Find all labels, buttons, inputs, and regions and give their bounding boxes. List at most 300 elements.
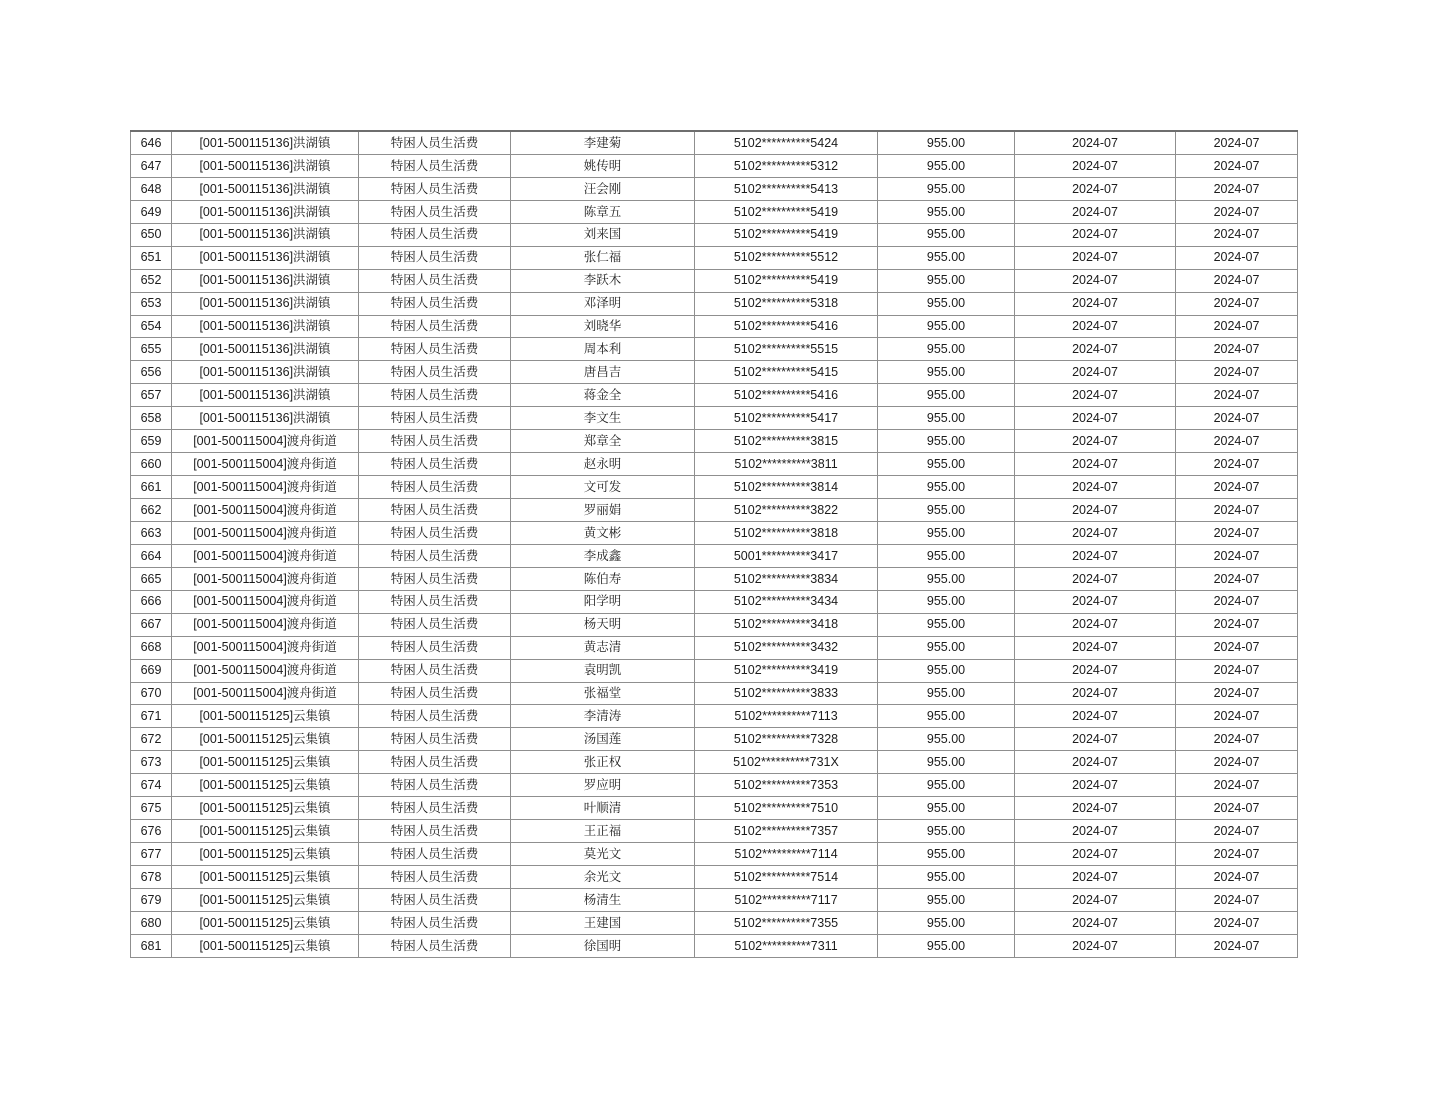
cell-item: 特困人员生活费 [359, 567, 511, 590]
cell-month2: 2024-07 [1176, 659, 1298, 682]
cell-month2: 2024-07 [1176, 521, 1298, 544]
cell-month1: 2024-07 [1015, 774, 1176, 797]
cell-district: [001-500115125]云集镇 [172, 774, 359, 797]
cell-amount: 955.00 [878, 131, 1015, 154]
cell-district: [001-500115125]云集镇 [172, 705, 359, 728]
cell-item: 特困人员生活费 [359, 476, 511, 499]
table-row [131, 499, 1298, 522]
cell-district: [001-500115125]云集镇 [172, 866, 359, 889]
cell-id_masked: 5102**********5419 [695, 223, 878, 246]
cell-district: [001-500115004]渡舟街道 [172, 453, 359, 476]
cell-district: [001-500115004]渡舟街道 [172, 636, 359, 659]
cell-name: 王正福 [511, 820, 695, 843]
cell-seq: 665 [131, 567, 172, 590]
cell-month2: 2024-07 [1176, 888, 1298, 911]
cell-name: 蒋金全 [511, 384, 695, 407]
cell-id_masked: 5102**********5415 [695, 361, 878, 384]
cell-id_masked: 5102**********7117 [695, 888, 878, 911]
cell-item: 特困人员生活费 [359, 200, 511, 223]
cell-month1: 2024-07 [1015, 384, 1176, 407]
cell-id_masked: 5102**********5515 [695, 338, 878, 361]
cell-district: [001-500115125]云集镇 [172, 888, 359, 911]
table-row [131, 728, 1298, 751]
cell-item: 特困人员生活费 [359, 613, 511, 636]
cell-month2: 2024-07 [1176, 636, 1298, 659]
table-row [131, 911, 1298, 934]
cell-amount: 955.00 [878, 659, 1015, 682]
cell-month1: 2024-07 [1015, 934, 1176, 957]
table-row [131, 223, 1298, 246]
cell-month2: 2024-07 [1176, 751, 1298, 774]
table-row [131, 154, 1298, 177]
cell-month1: 2024-07 [1015, 705, 1176, 728]
cell-amount: 955.00 [878, 888, 1015, 911]
cell-seq: 677 [131, 843, 172, 866]
cell-name: 张正权 [511, 751, 695, 774]
table-row [131, 361, 1298, 384]
cell-id_masked: 5102**********5417 [695, 407, 878, 430]
cell-month2: 2024-07 [1176, 177, 1298, 200]
cell-month2: 2024-07 [1176, 430, 1298, 453]
cell-id_masked: 5102**********7514 [695, 866, 878, 889]
cell-name: 莫光文 [511, 843, 695, 866]
cell-name: 姚传明 [511, 154, 695, 177]
cell-amount: 955.00 [878, 407, 1015, 430]
table-row [131, 797, 1298, 820]
cell-amount: 955.00 [878, 751, 1015, 774]
cell-district: [001-500115004]渡舟街道 [172, 682, 359, 705]
cell-id_masked: 5102**********5419 [695, 200, 878, 223]
cell-month2: 2024-07 [1176, 797, 1298, 820]
cell-id_masked: 5001**********3417 [695, 544, 878, 567]
cell-month2: 2024-07 [1176, 843, 1298, 866]
cell-amount: 955.00 [878, 315, 1015, 338]
cell-amount: 955.00 [878, 774, 1015, 797]
cell-id_masked: 5102**********7510 [695, 797, 878, 820]
benefit-disbursement-table-wrap [130, 130, 1298, 958]
cell-amount: 955.00 [878, 866, 1015, 889]
table-row [131, 521, 1298, 544]
cell-id_masked: 5102**********731X [695, 751, 878, 774]
table-row [131, 384, 1298, 407]
cell-district: [001-500115004]渡舟街道 [172, 590, 359, 613]
cell-district: [001-500115125]云集镇 [172, 843, 359, 866]
cell-name: 黄文彬 [511, 521, 695, 544]
cell-district: [001-500115004]渡舟街道 [172, 430, 359, 453]
cell-seq: 660 [131, 453, 172, 476]
cell-month2: 2024-07 [1176, 453, 1298, 476]
cell-amount: 955.00 [878, 499, 1015, 522]
cell-district: [001-500115125]云集镇 [172, 797, 359, 820]
cell-id_masked: 5102**********5413 [695, 177, 878, 200]
cell-id_masked: 5102**********5318 [695, 292, 878, 315]
cell-month2: 2024-07 [1176, 774, 1298, 797]
cell-month1: 2024-07 [1015, 407, 1176, 430]
cell-district: [001-500115125]云集镇 [172, 911, 359, 934]
cell-name: 李建菊 [511, 131, 695, 154]
cell-district: [001-500115136]洪湖镇 [172, 269, 359, 292]
cell-month2: 2024-07 [1176, 246, 1298, 269]
cell-district: [001-500115004]渡舟街道 [172, 544, 359, 567]
cell-month1: 2024-07 [1015, 911, 1176, 934]
cell-amount: 955.00 [878, 911, 1015, 934]
cell-name: 余光文 [511, 866, 695, 889]
cell-seq: 678 [131, 866, 172, 889]
cell-district: [001-500115004]渡舟街道 [172, 476, 359, 499]
table-row [131, 751, 1298, 774]
cell-month2: 2024-07 [1176, 820, 1298, 843]
cell-name: 李成鑫 [511, 544, 695, 567]
cell-month1: 2024-07 [1015, 200, 1176, 223]
cell-amount: 955.00 [878, 200, 1015, 223]
cell-id_masked: 5102**********3419 [695, 659, 878, 682]
cell-month1: 2024-07 [1015, 292, 1176, 315]
cell-seq: 671 [131, 705, 172, 728]
cell-month1: 2024-07 [1015, 315, 1176, 338]
cell-month2: 2024-07 [1176, 131, 1298, 154]
cell-district: [001-500115136]洪湖镇 [172, 338, 359, 361]
cell-month1: 2024-07 [1015, 866, 1176, 889]
cell-id_masked: 5102**********3834 [695, 567, 878, 590]
cell-item: 特困人员生活费 [359, 728, 511, 751]
cell-id_masked: 5102**********3815 [695, 430, 878, 453]
cell-district: [001-500115004]渡舟街道 [172, 499, 359, 522]
cell-amount: 955.00 [878, 934, 1015, 957]
cell-month1: 2024-07 [1015, 521, 1176, 544]
cell-seq: 670 [131, 682, 172, 705]
cell-item: 特困人员生活费 [359, 269, 511, 292]
cell-item: 特困人员生活费 [359, 338, 511, 361]
cell-seq: 658 [131, 407, 172, 430]
cell-name: 陈章五 [511, 200, 695, 223]
cell-name: 邓泽明 [511, 292, 695, 315]
cell-amount: 955.00 [878, 223, 1015, 246]
cell-item: 特困人员生活费 [359, 315, 511, 338]
cell-item: 特困人员生活费 [359, 843, 511, 866]
cell-item: 特困人员生活费 [359, 774, 511, 797]
table-row [131, 430, 1298, 453]
cell-amount: 955.00 [878, 361, 1015, 384]
cell-district: [001-500115125]云集镇 [172, 820, 359, 843]
cell-id_masked: 5102**********7113 [695, 705, 878, 728]
cell-amount: 955.00 [878, 797, 1015, 820]
cell-name: 徐国明 [511, 934, 695, 957]
table-row [131, 774, 1298, 797]
cell-seq: 666 [131, 590, 172, 613]
cell-seq: 673 [131, 751, 172, 774]
cell-name: 罗丽娟 [511, 499, 695, 522]
cell-item: 特困人员生活费 [359, 154, 511, 177]
cell-seq: 676 [131, 820, 172, 843]
cell-amount: 955.00 [878, 476, 1015, 499]
cell-district: [001-500115136]洪湖镇 [172, 361, 359, 384]
cell-month2: 2024-07 [1176, 223, 1298, 246]
cell-item: 特困人员生活费 [359, 521, 511, 544]
cell-month2: 2024-07 [1176, 705, 1298, 728]
cell-month1: 2024-07 [1015, 613, 1176, 636]
cell-month1: 2024-07 [1015, 361, 1176, 384]
cell-district: [001-500115136]洪湖镇 [172, 154, 359, 177]
cell-item: 特困人员生活费 [359, 934, 511, 957]
cell-seq: 650 [131, 223, 172, 246]
cell-amount: 955.00 [878, 820, 1015, 843]
table-row [131, 544, 1298, 567]
cell-name: 王建国 [511, 911, 695, 934]
cell-month1: 2024-07 [1015, 636, 1176, 659]
table-row [131, 590, 1298, 613]
cell-item: 特困人员生活费 [359, 866, 511, 889]
cell-id_masked: 5102**********5416 [695, 384, 878, 407]
cell-seq: 656 [131, 361, 172, 384]
cell-district: [001-500115004]渡舟街道 [172, 521, 359, 544]
cell-month1: 2024-07 [1015, 843, 1176, 866]
cell-seq: 654 [131, 315, 172, 338]
cell-month1: 2024-07 [1015, 338, 1176, 361]
cell-id_masked: 5102**********3811 [695, 453, 878, 476]
cell-seq: 672 [131, 728, 172, 751]
cell-district: [001-500115004]渡舟街道 [172, 567, 359, 590]
cell-amount: 955.00 [878, 544, 1015, 567]
cell-month1: 2024-07 [1015, 154, 1176, 177]
cell-month1: 2024-07 [1015, 177, 1176, 200]
cell-month2: 2024-07 [1176, 361, 1298, 384]
table-row [131, 613, 1298, 636]
cell-seq: 664 [131, 544, 172, 567]
cell-month2: 2024-07 [1176, 544, 1298, 567]
cell-month2: 2024-07 [1176, 200, 1298, 223]
cell-month2: 2024-07 [1176, 613, 1298, 636]
cell-name: 郑章全 [511, 430, 695, 453]
cell-name: 周本利 [511, 338, 695, 361]
cell-seq: 649 [131, 200, 172, 223]
cell-seq: 646 [131, 131, 172, 154]
cell-name: 张福堂 [511, 682, 695, 705]
cell-item: 特困人员生活费 [359, 223, 511, 246]
cell-name: 刘来国 [511, 223, 695, 246]
cell-name: 李跃木 [511, 269, 695, 292]
cell-item: 特困人员生活费 [359, 820, 511, 843]
cell-amount: 955.00 [878, 728, 1015, 751]
cell-id_masked: 5102**********3814 [695, 476, 878, 499]
cell-district: [001-500115136]洪湖镇 [172, 292, 359, 315]
table-row [131, 269, 1298, 292]
cell-amount: 955.00 [878, 338, 1015, 361]
cell-item: 特困人员生活费 [359, 911, 511, 934]
cell-seq: 652 [131, 269, 172, 292]
cell-month2: 2024-07 [1176, 315, 1298, 338]
cell-district: [001-500115136]洪湖镇 [172, 246, 359, 269]
cell-seq: 679 [131, 888, 172, 911]
cell-id_masked: 5102**********5512 [695, 246, 878, 269]
cell-month2: 2024-07 [1176, 384, 1298, 407]
cell-seq: 648 [131, 177, 172, 200]
cell-id_masked: 5102**********3822 [695, 499, 878, 522]
cell-month2: 2024-07 [1176, 338, 1298, 361]
cell-id_masked: 5102**********7355 [695, 911, 878, 934]
table-row [131, 659, 1298, 682]
cell-month1: 2024-07 [1015, 499, 1176, 522]
cell-id_masked: 5102**********7311 [695, 934, 878, 957]
cell-item: 特困人员生活费 [359, 430, 511, 453]
table-row [131, 636, 1298, 659]
cell-id_masked: 5102**********5416 [695, 315, 878, 338]
cell-month2: 2024-07 [1176, 292, 1298, 315]
cell-month1: 2024-07 [1015, 751, 1176, 774]
cell-district: [001-500115004]渡舟街道 [172, 659, 359, 682]
cell-amount: 955.00 [878, 430, 1015, 453]
cell-amount: 955.00 [878, 384, 1015, 407]
cell-month1: 2024-07 [1015, 223, 1176, 246]
cell-name: 杨天明 [511, 613, 695, 636]
cell-seq: 675 [131, 797, 172, 820]
cell-seq: 647 [131, 154, 172, 177]
cell-amount: 955.00 [878, 705, 1015, 728]
table-row [131, 476, 1298, 499]
cell-month1: 2024-07 [1015, 659, 1176, 682]
cell-item: 特困人员生活费 [359, 682, 511, 705]
cell-amount: 955.00 [878, 453, 1015, 476]
cell-seq: 669 [131, 659, 172, 682]
cell-name: 汪会刚 [511, 177, 695, 200]
cell-month1: 2024-07 [1015, 567, 1176, 590]
cell-item: 特困人员生活费 [359, 453, 511, 476]
cell-item: 特困人员生活费 [359, 361, 511, 384]
cell-month1: 2024-07 [1015, 453, 1176, 476]
cell-name: 李清涛 [511, 705, 695, 728]
table-row [131, 888, 1298, 911]
cell-month2: 2024-07 [1176, 407, 1298, 430]
cell-amount: 955.00 [878, 269, 1015, 292]
cell-month2: 2024-07 [1176, 476, 1298, 499]
cell-item: 特困人员生活费 [359, 246, 511, 269]
cell-amount: 955.00 [878, 154, 1015, 177]
cell-seq: 668 [131, 636, 172, 659]
table-row [131, 315, 1298, 338]
cell-amount: 955.00 [878, 177, 1015, 200]
cell-id_masked: 5102**********7357 [695, 820, 878, 843]
cell-name: 阳学明 [511, 590, 695, 613]
cell-month2: 2024-07 [1176, 499, 1298, 522]
benefit-disbursement-table [130, 130, 1298, 958]
table-row [131, 567, 1298, 590]
cell-month2: 2024-07 [1176, 269, 1298, 292]
cell-id_masked: 5102**********3418 [695, 613, 878, 636]
cell-month1: 2024-07 [1015, 682, 1176, 705]
cell-amount: 955.00 [878, 521, 1015, 544]
table-body [131, 131, 1298, 957]
cell-month1: 2024-07 [1015, 269, 1176, 292]
cell-item: 特困人员生活费 [359, 131, 511, 154]
cell-name: 李文生 [511, 407, 695, 430]
cell-month2: 2024-07 [1176, 728, 1298, 751]
cell-month1: 2024-07 [1015, 728, 1176, 751]
cell-month2: 2024-07 [1176, 911, 1298, 934]
cell-name: 唐昌吉 [511, 361, 695, 384]
cell-amount: 955.00 [878, 843, 1015, 866]
cell-amount: 955.00 [878, 590, 1015, 613]
cell-seq: 680 [131, 911, 172, 934]
cell-amount: 955.00 [878, 636, 1015, 659]
table-row [131, 866, 1298, 889]
cell-id_masked: 5102**********5312 [695, 154, 878, 177]
cell-name: 张仁福 [511, 246, 695, 269]
cell-month2: 2024-07 [1176, 682, 1298, 705]
cell-month1: 2024-07 [1015, 430, 1176, 453]
cell-name: 黄志清 [511, 636, 695, 659]
cell-id_masked: 5102**********3833 [695, 682, 878, 705]
cell-name: 叶顺清 [511, 797, 695, 820]
cell-id_masked: 5102**********3432 [695, 636, 878, 659]
cell-month1: 2024-07 [1015, 797, 1176, 820]
table-row [131, 292, 1298, 315]
cell-id_masked: 5102**********5424 [695, 131, 878, 154]
cell-month1: 2024-07 [1015, 476, 1176, 499]
cell-month2: 2024-07 [1176, 866, 1298, 889]
table-row [131, 705, 1298, 728]
cell-month1: 2024-07 [1015, 888, 1176, 911]
cell-name: 赵永明 [511, 453, 695, 476]
cell-month2: 2024-07 [1176, 590, 1298, 613]
cell-district: [001-500115136]洪湖镇 [172, 200, 359, 223]
cell-item: 特困人员生活费 [359, 797, 511, 820]
cell-item: 特困人员生活费 [359, 636, 511, 659]
cell-id_masked: 5102**********7114 [695, 843, 878, 866]
table-row [131, 682, 1298, 705]
cell-district: [001-500115136]洪湖镇 [172, 177, 359, 200]
cell-item: 特困人员生活费 [359, 751, 511, 774]
cell-amount: 955.00 [878, 292, 1015, 315]
cell-item: 特困人员生活费 [359, 544, 511, 567]
cell-name: 汤国莲 [511, 728, 695, 751]
cell-item: 特困人员生活费 [359, 292, 511, 315]
cell-item: 特困人员生活费 [359, 407, 511, 430]
cell-month2: 2024-07 [1176, 567, 1298, 590]
cell-amount: 955.00 [878, 682, 1015, 705]
cell-district: [001-500115125]云集镇 [172, 728, 359, 751]
table-row [131, 338, 1298, 361]
cell-district: [001-500115136]洪湖镇 [172, 131, 359, 154]
cell-item: 特困人员生活费 [359, 888, 511, 911]
cell-seq: 661 [131, 476, 172, 499]
cell-amount: 955.00 [878, 567, 1015, 590]
cell-seq: 655 [131, 338, 172, 361]
table-row [131, 200, 1298, 223]
cell-seq: 667 [131, 613, 172, 636]
cell-item: 特困人员生活费 [359, 659, 511, 682]
cell-seq: 657 [131, 384, 172, 407]
table-row [131, 934, 1298, 957]
cell-name: 袁明凯 [511, 659, 695, 682]
cell-item: 特困人员生活费 [359, 499, 511, 522]
table-row [131, 407, 1298, 430]
cell-item: 特困人员生活费 [359, 384, 511, 407]
cell-item: 特困人员生活费 [359, 705, 511, 728]
cell-seq: 659 [131, 430, 172, 453]
table-row [131, 453, 1298, 476]
cell-name: 陈伯寿 [511, 567, 695, 590]
cell-item: 特困人员生活费 [359, 590, 511, 613]
cell-district: [001-500115136]洪湖镇 [172, 315, 359, 338]
cell-month1: 2024-07 [1015, 820, 1176, 843]
cell-id_masked: 5102**********3434 [695, 590, 878, 613]
cell-district: [001-500115125]云集镇 [172, 934, 359, 957]
cell-month2: 2024-07 [1176, 154, 1298, 177]
cell-district: [001-500115136]洪湖镇 [172, 223, 359, 246]
cell-month1: 2024-07 [1015, 590, 1176, 613]
cell-name: 杨清生 [511, 888, 695, 911]
cell-seq: 653 [131, 292, 172, 315]
cell-district: [001-500115136]洪湖镇 [172, 384, 359, 407]
